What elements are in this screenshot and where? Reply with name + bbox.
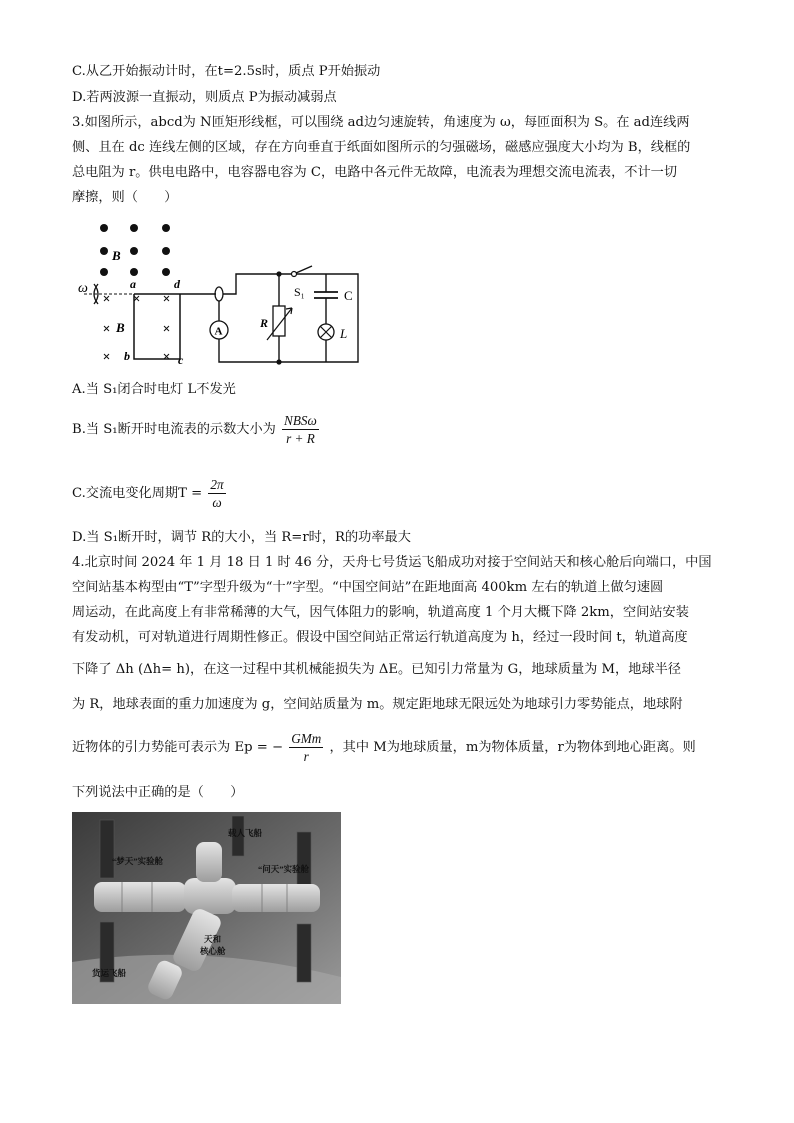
fraction-numerator: NBSω [284,413,317,428]
q4-potential-energy-text: 近物体的引力势能可表示为 Ep = − [72,740,283,755]
q4-potential-energy-fraction [289,730,323,765]
q4-stem-line7 [72,730,696,765]
label-b-top: B [112,248,121,263]
label-s1: S₁ [294,285,305,299]
fraction-denominator: r + R [286,431,315,446]
q3-stem-line4: 摩擦，则（ ） [72,190,178,205]
switch-s1 [296,266,312,273]
fraction-denominator: ω [212,495,222,510]
label-capacitor: C [344,288,353,303]
q3-stem-line1: 3.如图所示，abcd为 N匝矩形线框，可以围绕 ad边匀速旋转，角速度为 ω，每匝面积为 S。在 ad连线两 [72,115,690,130]
circuit-diagram [76,214,376,372]
label-lamp: L [340,326,348,341]
label-d: d [174,277,180,291]
fraction-denominator: r [303,749,309,764]
q3-stem-line2: 侧、且在 dc 连线左侧的区域，存在方向垂直于纸面如图所示的匀强磁场，磁感应强度大小均为 B，线框的 [72,140,691,155]
q3-stem-line3: 总电阻为 r。供电电路中，电容器电容为 C，电路中各元件无故障，电流表为理想交流电流表，不计一切 [72,165,678,180]
q4-stem-line5: 下降了 Δh (Δh= h)，在这一过程中其机械能损失为 ΔE。已知引力常量为 G，地球质量为 M，地球半径 [72,662,681,677]
label-core-module: 核心舱 [200,946,226,956]
q4-stem-line1: 4.北京时间 2024 年 1 月 18 日 1 时 46 分，天舟七号货运飞船成功对接于空间站天和核心舱后向端口，中国 [72,555,712,570]
label-c-corner: c [178,353,184,367]
magnetic-field-crosses [104,296,169,359]
label-omega: ω [78,281,88,296]
q3-option-c-fraction [208,476,225,511]
q3-option-a: A.当 S₁闭合时电灯 L不发光 [72,382,236,397]
label-a: a [130,277,136,291]
label-b-corner: b [124,349,130,363]
option-c-q2: C.从乙开始振动计时，在t=2.5s时，质点 P开始振动 [72,64,381,79]
fraction-numerator: 2π [210,477,224,492]
q3-option-b-fraction [282,412,319,447]
q3-option-c-text: C.交流电变化周期T = [72,486,203,501]
label-cargo-ship: 货运飞船 [92,968,127,978]
q4-stem-line6: 为 R，地球表面的重力加速度为 g，空间站质量为 m。规定距地球无限远处为地球引力零势能点，地球附 [72,697,683,712]
magnetic-field-dots [100,224,170,276]
label-ammeter: A [214,325,223,338]
label-wentian: “问天”实验舱 [258,864,310,874]
q3-option-c [72,476,228,511]
fraction-numerator: GMm [291,731,322,746]
space-station-photo [72,812,341,1004]
q4-potential-energy-tail: ，其中 M为地球质量，m为物体质量，r为物体到地心距离。则 [329,740,696,755]
label-r: R [260,316,269,330]
q3-option-b [72,412,321,447]
q3-option-d: D.当 S₁断开时，调节 R的大小，当 R=r时，R的功率最大 [72,530,411,545]
q4-stem-line3: 周运动，在此高度上有非常稀薄的大气，因气体阻力的影响，轨道高度 1 个月大概下降 2km，空间站安装 [72,605,689,620]
q3-option-b-text: B.当 S₁断开时电流表的示数大小为 [72,422,276,437]
label-tianhe: 天和 [204,934,222,944]
option-d-q2: D.若两波源一直振动，则质点 P为振动减弱点 [72,90,337,105]
q4-stem-line2: 空间站基本构型由“T”字型升级为“十”字型。“中国空间站”在距地面高 400km 左右的轨道上做匀速圆 [72,580,664,595]
q4-stem-line8: 下列说法中正确的是（ ） [72,785,244,800]
q4-stem-line4: 有发动机，可对轨道进行周期性修正。假设中国空间站正常运行轨道高度为 h，经过一段时间 t，轨道高度 [72,630,688,645]
label-mengtian: “梦天”实验舱 [112,856,164,866]
label-crew-ship: 载人飞船 [228,828,263,838]
label-b-bottom: B [116,320,125,335]
rheostat [273,306,285,336]
